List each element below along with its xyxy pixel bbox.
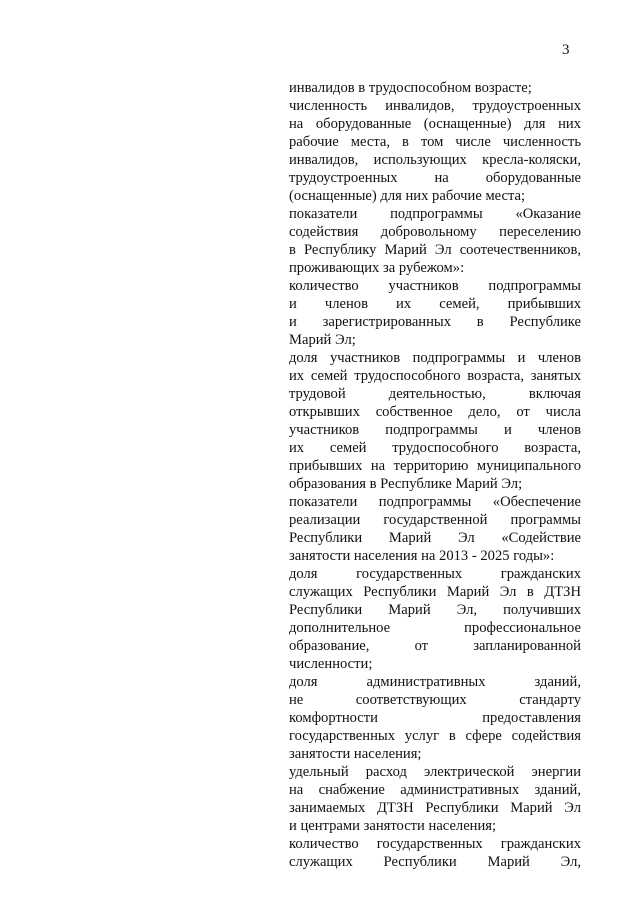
text-line: удельный расход электрической энергии (289, 764, 581, 780)
page-number: 3 (562, 42, 570, 58)
text-line: не соответствующих стандарту (289, 692, 581, 708)
text-line: количество государственных гражданских (289, 836, 581, 852)
text-line: их семей трудоспособного возраста, (289, 440, 581, 456)
text-line: инвалидов в трудоспособном возрасте; (289, 80, 532, 96)
text-line: в Республику Марий Эл соотечественников, (289, 242, 581, 258)
text-line: доля административных зданий, (289, 674, 581, 690)
paragraph-participants-share (289, 349, 581, 493)
text-line: рабочие места, в том числе численность (289, 134, 581, 150)
text-line: численность инвалидов, трудоустроенных (289, 98, 581, 114)
text-line: доля государственных гражданских (289, 566, 581, 582)
text-line: занимаемых ДТЗН Республики Марий Эл (289, 800, 581, 816)
text-line: комфортности предоставления (289, 710, 581, 726)
text-line: (оснащенные) для них рабочие места; (289, 188, 526, 204)
text-line: содействия добровольному переселению (289, 224, 581, 240)
text-line: и зарегистрированных в Республике (289, 314, 581, 330)
text-line: государственных услуг в сфере содействия (289, 728, 581, 744)
text-line: проживающих за рубежом»: (289, 260, 465, 276)
text-line: дополнительное профессиональное (289, 620, 581, 636)
text-line: открывших собственное дело, от числа (289, 404, 581, 420)
paragraph-civil-servants-count (289, 835, 581, 871)
text-line: образования в Республике Марий Эл; (289, 476, 523, 492)
text-line: трудовой деятельностью, включая (289, 386, 581, 402)
text-line: их семей трудоспособного возраста, занятых (289, 368, 581, 384)
text-line: и членов их семей, прибывших (289, 296, 581, 312)
text-line: и центрами занятости населения; (289, 818, 497, 834)
paragraph-participants-count (289, 277, 581, 349)
text-line: занятости населения на 2013 - 2025 годы»: (289, 548, 555, 564)
text-line: трудоустроенных на оборудованные (289, 170, 581, 186)
text-line: реализации государственной программы (289, 512, 581, 528)
text-line: служащих Республики Марий Эл, (289, 854, 581, 870)
paragraph-disabled-employed (289, 97, 581, 205)
text-line: занятости населения; (289, 746, 422, 762)
text-line: участников подпрограммы и членов (289, 422, 581, 438)
text-line: доля участников подпрограммы и членов (289, 350, 581, 366)
paragraph-civil-servants-training (289, 565, 581, 673)
text-line: Марий Эл; (289, 332, 356, 348)
text-line: показатели подпрограммы «Оказание (289, 206, 581, 222)
text-line: прибывших на территорию муниципального (289, 458, 581, 474)
text-line: Республики Марий Эл, получивших (289, 602, 581, 618)
text-line: количество участников подпрограммы (289, 278, 581, 294)
document-body (289, 79, 581, 871)
text-line: инвалидов, использующих кресла-коляски, (289, 152, 581, 168)
text-line: показатели подпрограммы «Обеспечение (289, 494, 581, 510)
text-line: на оборудованные (оснащенные) для них (289, 116, 581, 132)
text-line: численности; (289, 656, 373, 672)
text-line: образование, от запланированной (289, 638, 581, 654)
paragraph-admin-buildings (289, 673, 581, 763)
paragraph-program-support-indicators (289, 493, 581, 565)
paragraph-energy-consumption (289, 763, 581, 835)
text-line: служащих Республики Марий Эл в ДТЗН (289, 584, 581, 600)
paragraph-disabled-working-age (289, 79, 581, 97)
text-line: на снабжение административных зданий, (289, 782, 581, 798)
paragraph-resettlement-indicators (289, 205, 581, 277)
text-line: Республики Марий Эл «Содействие (289, 530, 581, 546)
